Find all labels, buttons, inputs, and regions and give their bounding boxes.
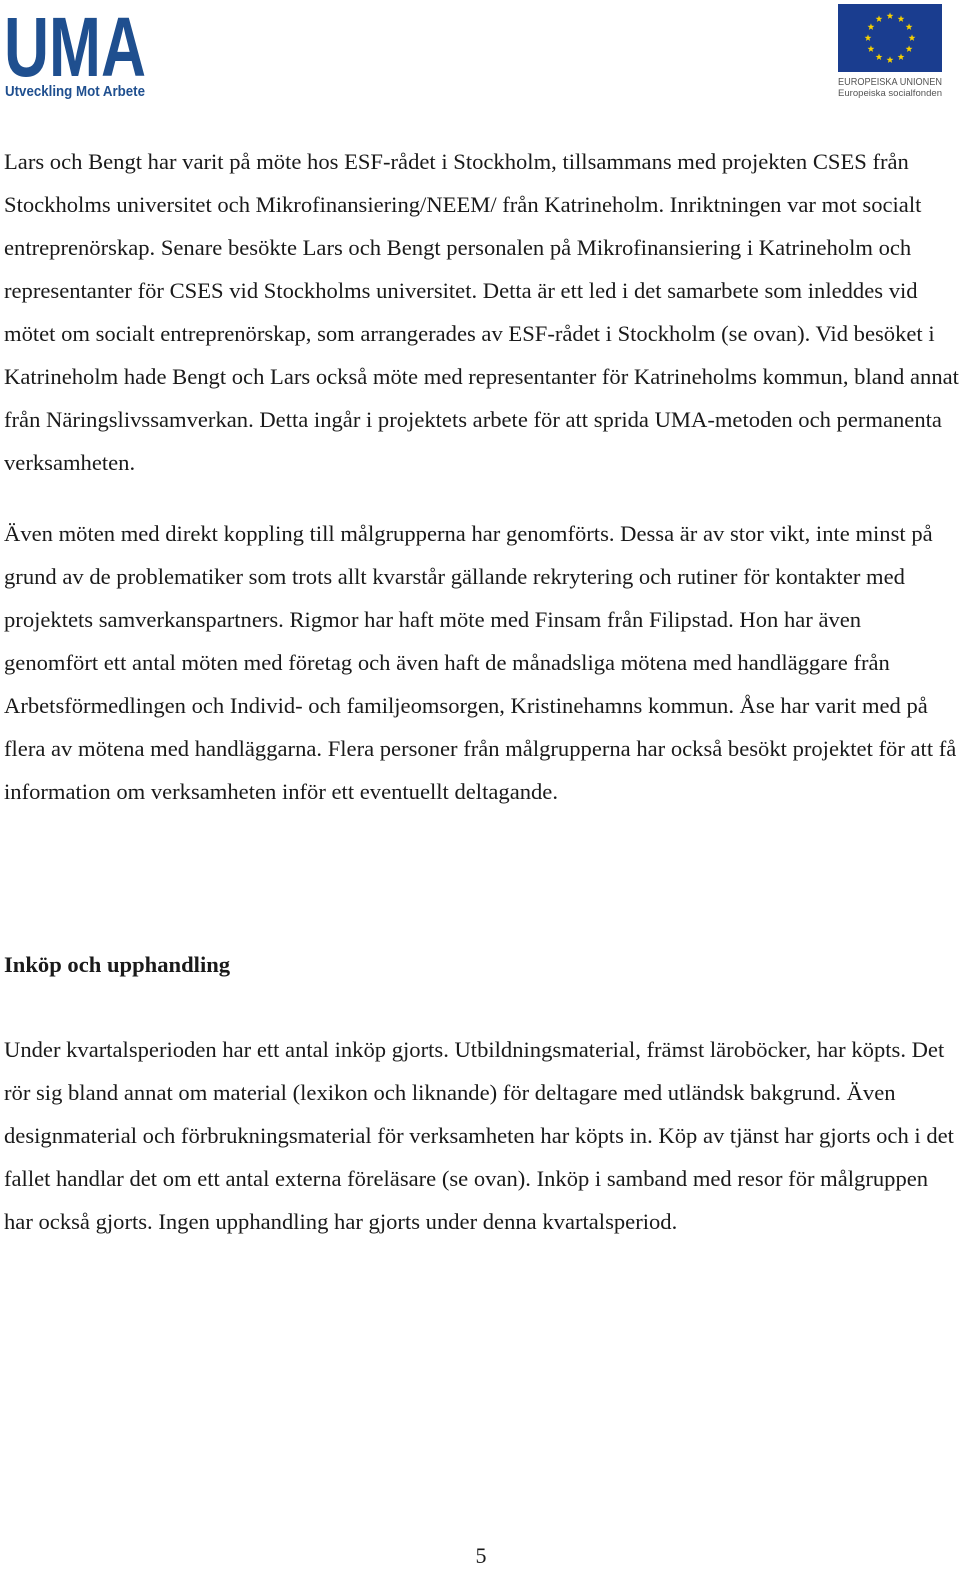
section-heading-procurement: Inköp och upphandling [4,952,231,977]
page-number: 5 [475,1543,487,1568]
uma-wordmark: UMA [4,8,146,94]
paragraph-meetings-esf: Lars och Bengt har varit på möte hos ESF-rådet i Stockholm, tillsammans med projekten CSES från Stockholms universitet och Mikrofinansiering/NEEM/ från Katrineholm. Inriktningen var mot socialt entreprenörskap. Senare besökte Lars och Bengt personalen på Mikrofinansiering i Katrineholm och representanter för CSES vid Stockholms universitet. Detta är ett led i det samarbete som inleddes vid mötet om socialt entreprenörskap, som arrangerades av ESF-rådet i Stockholm (se ovan). Vid besöket i Katrineholm hade Bengt och Lars också möte med representanter för Katrineholms kommun, bland annat från Näringslivssamverkan. Detta ingår i projektets arbete för att sprida UMA-metoden och permanenta verksamheten. [4,149,959,475]
paragraph-target-group-meetings: Även möten med direkt koppling till målgrupperna har genomförts. Dessa är av stor vikt, inte minst på grund av de problematiker som trots allt kvarstår gällande rekrytering och rutiner för kontakter med projektets samverkanspartners. Rigmor har haft möte med Finsam från Filipstad. Hon har även genomfört ett antal möten med företag och även haft de månadsliga mötena med handläggare från Arbetsförmedlingen och Individ- och familjeomsorgen, Kristinehamns kommun. Åse har varit med på flera av mötena med handläggarna. Flera personer från målgrupperna har också besökt projektet för att få information om verksamheten inför ett eventuellt deltagande. [4,521,957,804]
document-body [4,140,960,813]
uma-tagline: Utveckling Mot Arbete [5,83,145,100]
eu-logo [836,4,944,98]
eu-fund-name: Europeiska socialfonden [838,88,942,98]
eu-name: EUROPEISKA UNIONEN [838,76,942,88]
uma-logo [4,8,148,100]
paragraph-procurement: Under kvartalsperioden har ett antal inköp gjorts. Utbildningsmaterial, främst läroböcker, har köpts. Det rör sig bland annat om material (lexikon och liknande) för deltagare med utländsk bakgrund. Även designmaterial och förbrukningsmaterial för verksamheten har köpts in. Köp av tjänst har gjorts och i det fallet handlar det om ett antal externa föreläsare (se ovan). Inköp i samband med resor för målgruppen har också gjorts. Ingen upphandling har gjorts under denna kvartalsperiod. [4,1037,954,1234]
